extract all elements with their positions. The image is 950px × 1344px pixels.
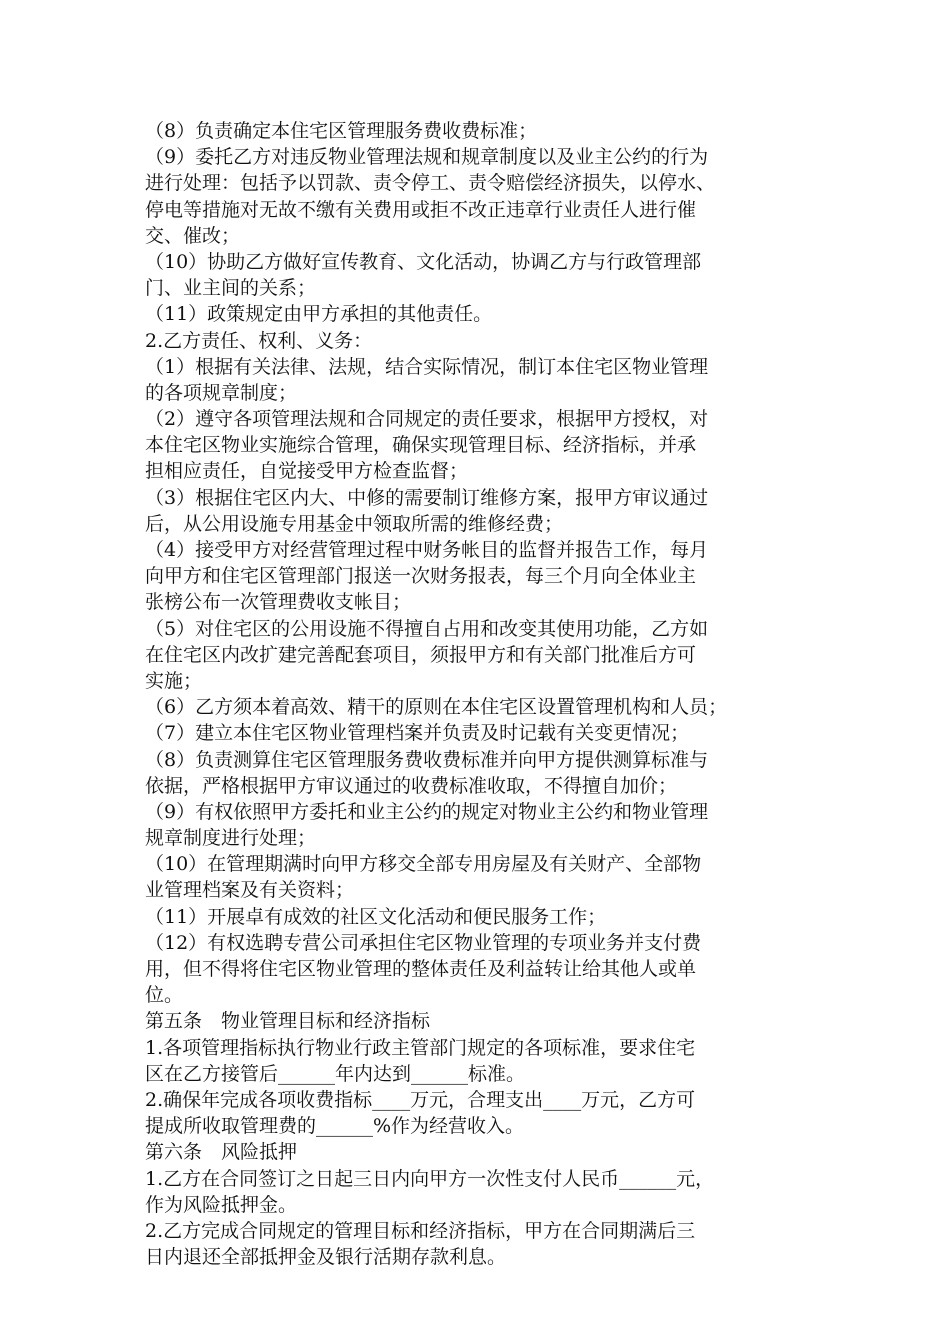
text-line: 本住宅区物业实施综合管理，确保实现管理目标、经济指标，并承 [145, 434, 697, 457]
text-line: （4）接受甲方对经营管理过程中财务帐目的监督并报告工作，每月 [145, 539, 709, 561]
text-line: 区在乙方接管后______年内达到______标准。 [145, 1062, 526, 1085]
text-line: 2.确保年完成各项收费指标____万元，合理支出____万元，乙方可 [145, 1088, 696, 1111]
text-line: 进行处理：包括予以罚款、责令停工、责令赔偿经济损失，以停水、 [145, 172, 716, 195]
text-line: 依据，严格根据甲方审议通过的收费标准收取，不得擅自加价； [145, 774, 678, 797]
text-line: 位。 [145, 984, 184, 1007]
text-line: （10）在管理期满时向甲方移交全部专用房屋及有关财产、全部物 [145, 853, 702, 876]
text-line: 2.乙方完成合同规定的管理目标和经济指标，甲方在合同期满后三 [145, 1219, 696, 1242]
text-line: （7）建立本住宅区物业管理档案并负责及时记载有关变更情况； [145, 722, 690, 745]
text-line: 的各项规章制度； [145, 381, 298, 404]
text-line: 规章制度进行处理； [145, 827, 317, 850]
text-line: 张榜公布一次管理费收支帐目； [145, 591, 412, 614]
text-line: （8）负责测算住宅区管理服务费收费标准并向甲方提供测算标准与 [145, 748, 709, 771]
text-line: （6）乙方须本着高效、精干的原则在本住宅区设置管理机构和人员； [145, 696, 728, 719]
text-line: 停电等措施对无故不缴有关费用或拒不改正违章行业责任人进行催 [145, 198, 697, 221]
text-line: （8）负责确定本住宅区管理服务费收费标准； [145, 120, 538, 142]
text-line: 1.乙方在合同签订之日起三日内向甲方一次性支付人民币______元， [145, 1167, 715, 1190]
text-line: （11）政策规定由甲方承担的其他责任。 [145, 303, 493, 326]
text-line: （5）对住宅区的公用设施不得擅自占用和改变其使用功能，乙方如 [145, 617, 709, 640]
text-line: 实施； [145, 669, 203, 692]
text-line: （11）开展卓有成效的社区文化活动和便民服务工作； [145, 905, 607, 928]
text-line: 1.各项管理指标执行物业行政主管部门规定的各项标准，要求住宅 [145, 1036, 696, 1059]
text-line: 用，但不得将住宅区物业管理的整体责任及利益转让给其他人或单 [145, 958, 697, 980]
text-line: 门、业主间的关系； [145, 277, 317, 300]
text-line: 日内退还全部抵押金及银行活期存款利息。 [145, 1246, 507, 1269]
text-line: （2）遵守各项管理法规和合同规定的责任要求，根据甲方授权，对 [145, 408, 709, 431]
text-line: 提成所收取管理费的______%作为经营收入。 [145, 1115, 525, 1138]
text-line: （9）有权依照甲方委托和业主公约的规定对物业主公约和物业管理 [145, 800, 709, 823]
text-line: （9）委托乙方对违反物业管理法规和规章制度以及业主公约的行为 [145, 146, 709, 169]
text-line: 在住宅区内改扩建完善配套项目，须报甲方和有关部门批准后方可 [145, 643, 697, 666]
text-line: 业管理档案及有关资料； [145, 879, 355, 902]
text-line: （10）协助乙方做好宣传教育、文化活动，协调乙方与行政管理部 [145, 250, 702, 273]
text-line: 作为风险抵押金。 [145, 1193, 298, 1216]
text-line: 向甲方和住宅区管理部门报送一次财务报表，每三个月向全体业主 [145, 565, 697, 588]
text-line: 后，从公用设施专用基金中领取所需的维修经费； [145, 512, 564, 535]
article-heading: 第五条 物业管理目标和经济指标 [145, 1010, 431, 1033]
article-heading: 第六条 风险抵押 [145, 1141, 298, 1164]
text-line: 担相应责任，自觉接受甲方检查监督； [145, 460, 469, 483]
text-line: （12）有权选聘专营公司承担住宅区物业管理的专项业务并支付费 [145, 931, 702, 954]
text-line: （3）根据住宅区内大、中修的需要制订维修方案，报甲方审议通过 [145, 486, 709, 509]
text-line: （1）根据有关法律、法规，结合实际情况，制订本住宅区物业管理 [145, 355, 709, 378]
text-line: 交、催改； [145, 224, 241, 247]
section-heading: 2.乙方责任、权利、义务： [145, 329, 373, 352]
document-body [145, 118, 825, 1270]
